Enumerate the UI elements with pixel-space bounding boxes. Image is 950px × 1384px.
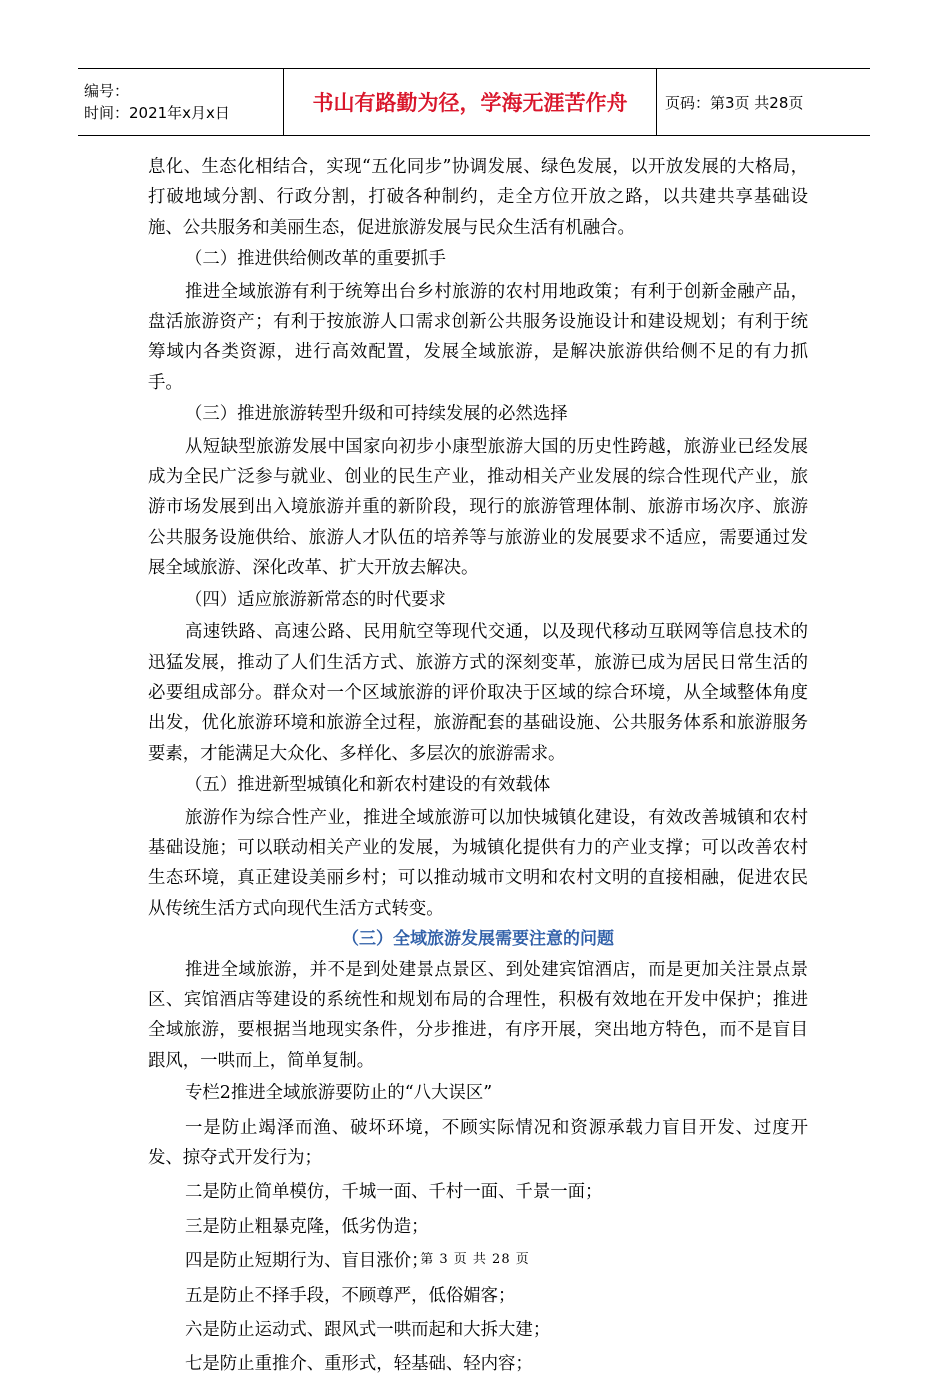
list-item: 五是防止不择手段，不顾尊严，低俗媚客； — [185, 1285, 516, 1306]
subheading: （四）适应旅游新常态的时代要求 — [185, 589, 446, 610]
page-header — [78, 68, 870, 136]
document-number-label: 编号： — [84, 82, 130, 100]
paragraph: 息化、生态化相结合，实现“五化同步”协调发展、绿色发展，以开放发展的大格局，打破地域分割、行政分割，打破各种制约，走全方位开放之路，以共建共享基础设施、公共服务和美丽生态，促进旅游发展与民众生活有机融合。 — [148, 157, 808, 238]
column-box-title: 专栏2推进全域旅游要防止的“八大误区” — [185, 1083, 493, 1104]
paragraph: 旅游作为综合性产业，推进全域旅游可以加快城镇化建设，有效改善城镇和农村基础设施；可以联动相关产业的发展，为城镇化提供有力的产业支撑；可以改善农村生态环境，真正建设美丽乡村；可以推动城市文明和农村文明的直接相融，促进农民从传统生活方式向现代生活方式转变。 — [148, 807, 808, 919]
section-title: （三）全域旅游发展需要注意的问题 — [342, 929, 614, 950]
list-item: 三是防止粗暴克隆，低劣伪造； — [185, 1216, 429, 1237]
subheading: （五）推进新型城镇化和新农村建设的有效载体 — [185, 775, 551, 796]
header-motto: 书山有路勤为径，学海无涯苦作舟 — [284, 69, 657, 135]
header-meta — [78, 69, 284, 135]
subheading: （二）推进供给侧改革的重要抓手 — [185, 249, 446, 270]
list-item: 七是防止重推介、重形式，轻基础、轻内容； — [185, 1354, 533, 1375]
list-item: 六是防止运动式、跟风式一哄而起和大拆大建； — [185, 1320, 551, 1341]
paragraph: 从短缺型旅游发展中国家向初步小康型旅游大国的历史性跨越，旅游业已经发展成为全民广泛参与就业、创业的民生产业，推动相关产业发展的综合性现代产业，旅游市场发展到出入境旅游并重的新阶段，现行的旅游管理体制、旅游市场次序、旅游公共服务设施供给、旅游人才队伍的培养等与旅游业的发展要求不适应，需要通过发展全域旅游、深化改革、扩大开放去解决。 — [148, 436, 808, 579]
list-item: 二是防止简单模仿，千城一面、千村一面、千景一面； — [185, 1182, 603, 1203]
paragraph: 推进全域旅游有利于统筹出台乡村旅游的农村用地政策；有利于创新金融产品，盘活旅游资产；有利于按旅游人口需求创新公共服务设施设计和建设规划；有利于统筹域内各类资源，进行高效配置，发展全域旅游，是解决旅游供给侧不足的有力抓手。 — [148, 281, 808, 393]
document-time-label: 时间：2021年x月x日 — [84, 104, 230, 122]
paragraph: 推进全域旅游，并不是到处建景点景区、到处建宾馆酒店，而是更加关注景点景区、宾馆酒店等建设的系统性和规划布局的合理性，积极有效地在开发中保护；推进全域旅游，要根据当地现实条件，分步推进，有序开展，突出地方特色，而不是盲目跟风，一哄而上，简单复制。 — [148, 959, 808, 1071]
subheading: （三）推进旅游转型升级和可持续发展的必然选择 — [185, 404, 568, 425]
header-page-info: 页码：第3页 共28页 — [665, 93, 804, 112]
list-item: 一是防止竭泽而渔、破坏环境，不顾实际情况和资源承载力盲目开发、过度开发、掠夺式开发行为； — [148, 1117, 808, 1168]
list-item: 四是防止短期行为、盲目涨价； — [185, 1251, 429, 1272]
document-body — [148, 152, 808, 1384]
page-footer: 第 3 页 共 28 页 — [420, 1252, 530, 1267]
paragraph: 高速铁路、高速公路、民用航空等现代交通，以及现代移动互联网等信息技术的迅猛发展，推动了人们生活方式、旅游方式的深刻变革，旅游已成为居民日常生活的必要组成部分。群众对一个区域旅游的评价取决于区域的综合环境，从全域整体角度出发，优化旅游环境和旅游全过程，旅游配套的基础设施、公共服务体系和旅游服务要素，才能满足大众化、多样化、多层次的旅游需求。 — [148, 622, 808, 764]
